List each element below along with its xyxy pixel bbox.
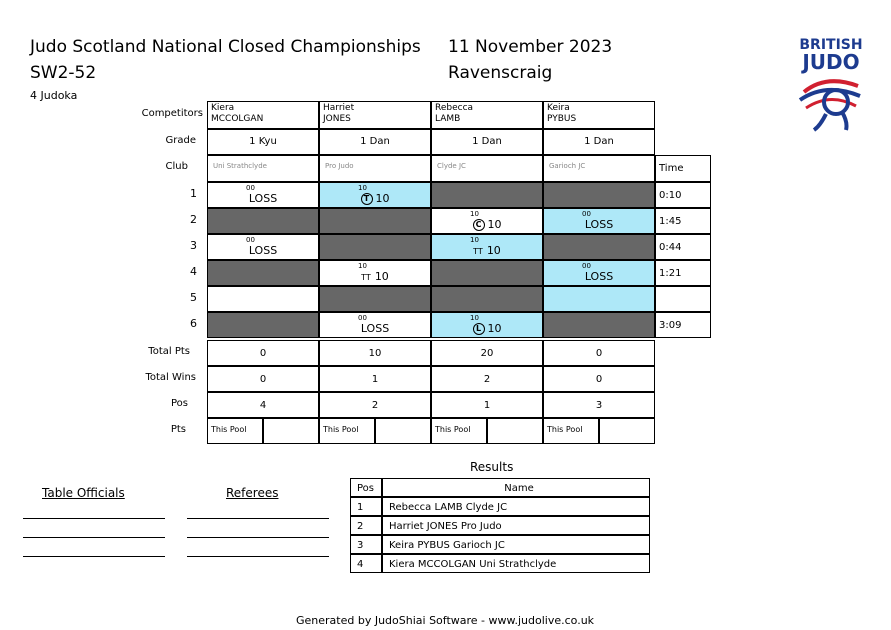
time-header: Time bbox=[659, 163, 684, 174]
competitor-name bbox=[544, 102, 654, 126]
club-name: Pro Judo bbox=[325, 162, 354, 170]
results-pos-text: 1 bbox=[357, 502, 364, 513]
row-label-pos: Pos bbox=[170, 398, 188, 409]
referees-heading: Referees bbox=[226, 486, 279, 500]
total-wins-value: 0 bbox=[595, 374, 603, 385]
grade-value: 1 Dan bbox=[472, 136, 502, 147]
results-name bbox=[382, 497, 650, 516]
british-judo-logo bbox=[796, 38, 866, 136]
club-cell bbox=[319, 155, 431, 182]
competitor-name bbox=[320, 102, 430, 126]
competitor-name-cell bbox=[543, 101, 655, 129]
position-cell bbox=[543, 392, 655, 418]
results-name-header-text: Name bbox=[504, 483, 534, 494]
club-cell bbox=[207, 155, 319, 182]
category-label: SW2-52 bbox=[30, 63, 97, 83]
total-wins-cell bbox=[543, 366, 655, 392]
this-pool-label: This Pool bbox=[323, 425, 359, 434]
this-pool-label: This Pool bbox=[211, 425, 247, 434]
results-pos-text: 3 bbox=[357, 540, 364, 551]
match-result-cell bbox=[319, 182, 431, 208]
competitor-first-name: Keira bbox=[547, 103, 570, 113]
pool-points-cell bbox=[375, 418, 431, 444]
competitor-name bbox=[432, 102, 542, 126]
score-code: 10 bbox=[470, 236, 479, 244]
technique-mark: TT bbox=[361, 273, 371, 282]
results-pos bbox=[350, 497, 382, 516]
result-value: LOSS bbox=[584, 218, 614, 231]
match-result-cell bbox=[431, 312, 543, 338]
total-wins-value: 2 bbox=[483, 374, 491, 385]
results-pos-text: 2 bbox=[357, 521, 364, 532]
this-pool-label: This Pool bbox=[547, 425, 583, 434]
row-label-competitors: Competitors bbox=[141, 108, 203, 119]
score-code: 00 bbox=[582, 210, 591, 218]
total-points-cell bbox=[207, 340, 319, 366]
row-label-total-pts: Total Pts bbox=[148, 346, 190, 357]
total-wins-cell bbox=[207, 366, 319, 392]
match-number: 6 bbox=[190, 317, 197, 330]
grade-cell bbox=[543, 129, 655, 155]
logo-line1: BRITISH bbox=[799, 37, 863, 53]
technique-mark: TT bbox=[473, 247, 483, 256]
pool-points-cell bbox=[263, 418, 319, 444]
match-result-cell bbox=[431, 182, 543, 208]
match-result-cell bbox=[207, 260, 319, 286]
result-value: LOSS bbox=[360, 322, 390, 335]
signature-line bbox=[187, 518, 329, 519]
results-name-text: Rebecca LAMB Clyde JC bbox=[389, 502, 508, 513]
pool-points-cell bbox=[487, 418, 543, 444]
competitor-first-name: Kiera bbox=[211, 103, 235, 113]
signature-line bbox=[23, 537, 165, 538]
row-label-total-wins: Total Wins bbox=[145, 372, 196, 383]
score-code: 00 bbox=[582, 262, 591, 270]
total-wins-value: 0 bbox=[259, 374, 267, 385]
score-code: 10 bbox=[470, 210, 479, 218]
penalty-circle-icon: C bbox=[473, 219, 485, 231]
pool-points-cell bbox=[599, 418, 655, 444]
match-result-cell bbox=[543, 286, 655, 312]
match-result-cell bbox=[319, 234, 431, 260]
grade-value: 1 Dan bbox=[360, 136, 390, 147]
match-number: 3 bbox=[190, 239, 197, 252]
table-officials-heading: Table Officials bbox=[42, 486, 125, 500]
match-time-cell bbox=[655, 260, 711, 286]
footer-credit: Generated by JudoShiai Software - www.judolive.co.uk bbox=[296, 614, 595, 627]
match-time-cell bbox=[655, 312, 711, 338]
match-outcome bbox=[320, 192, 430, 205]
position-value: 3 bbox=[595, 400, 603, 411]
match-result-cell bbox=[543, 234, 655, 260]
match-outcome bbox=[208, 244, 318, 257]
match-number: 2 bbox=[190, 213, 197, 226]
match-result-cell bbox=[207, 286, 319, 312]
results-name-header bbox=[382, 478, 650, 497]
score-code: 00 bbox=[358, 314, 367, 322]
penalty-circle-icon: L bbox=[473, 323, 485, 335]
competitor-last-name: MCCOLGAN bbox=[211, 114, 264, 124]
grade-value: 1 Kyu bbox=[249, 136, 277, 147]
match-time: 0:10 bbox=[659, 190, 682, 201]
result-value: LOSS bbox=[248, 192, 278, 205]
results-name bbox=[382, 516, 650, 535]
results-name bbox=[382, 535, 650, 554]
match-time-cell bbox=[655, 208, 711, 234]
match-result-cell bbox=[207, 312, 319, 338]
match-time: 1:45 bbox=[659, 216, 682, 227]
competitor-first-name: Rebecca bbox=[435, 103, 474, 113]
results-pos-header bbox=[350, 478, 382, 497]
match-result-cell bbox=[431, 234, 543, 260]
match-time: 1:21 bbox=[659, 268, 682, 279]
grade-cell bbox=[431, 129, 543, 155]
match-number: 5 bbox=[190, 291, 197, 304]
match-number: 4 bbox=[190, 265, 197, 278]
penalty-circle-icon: T bbox=[361, 193, 373, 205]
result-value: 10 bbox=[487, 322, 502, 335]
this-pool-cell bbox=[207, 418, 263, 444]
match-outcome bbox=[320, 270, 430, 283]
results-pos-text: 4 bbox=[357, 559, 364, 570]
result-value: LOSS bbox=[248, 244, 278, 257]
club-cell bbox=[543, 155, 655, 182]
signature-line bbox=[23, 556, 165, 557]
match-outcome bbox=[320, 322, 430, 335]
grade-cell bbox=[207, 129, 319, 155]
result-value: 10 bbox=[487, 218, 502, 231]
signature-line bbox=[187, 556, 329, 557]
results-pos bbox=[350, 516, 382, 535]
club-name: Uni Strathclyde bbox=[213, 162, 267, 170]
match-result-cell bbox=[543, 208, 655, 234]
result-value: 10 bbox=[375, 192, 390, 205]
total-wins-cell bbox=[319, 366, 431, 392]
match-time: 0:44 bbox=[659, 242, 682, 253]
position-value: 1 bbox=[483, 400, 491, 411]
grade-value: 1 Dan bbox=[584, 136, 614, 147]
total-points-value: 0 bbox=[259, 348, 267, 359]
results-pos bbox=[350, 554, 382, 573]
this-pool-cell bbox=[431, 418, 487, 444]
match-outcome bbox=[544, 218, 654, 231]
results-name bbox=[382, 554, 650, 573]
club-name: Garioch JC bbox=[549, 162, 586, 170]
total-points-cell bbox=[543, 340, 655, 366]
match-outcome bbox=[208, 192, 318, 205]
position-cell bbox=[207, 392, 319, 418]
match-number: 1 bbox=[190, 187, 197, 200]
competitor-name-cell bbox=[431, 101, 543, 129]
competitor-last-name: JONES bbox=[323, 114, 351, 124]
results-title: Results bbox=[470, 460, 514, 474]
position-value: 4 bbox=[259, 400, 267, 411]
event-venue: Ravenscraig bbox=[448, 63, 553, 83]
match-time: 3:09 bbox=[659, 320, 682, 331]
logo-line2: JUDO bbox=[802, 50, 860, 74]
signature-line bbox=[23, 518, 165, 519]
total-points-cell bbox=[431, 340, 543, 366]
results-pos bbox=[350, 535, 382, 554]
match-outcome bbox=[544, 270, 654, 283]
competitor-name bbox=[208, 102, 318, 126]
grade-cell bbox=[319, 129, 431, 155]
row-label-club: Club bbox=[165, 161, 188, 172]
result-value: LOSS bbox=[584, 270, 614, 283]
competitor-name-cell bbox=[319, 101, 431, 129]
position-cell bbox=[319, 392, 431, 418]
judoka-emblem-icon bbox=[796, 72, 866, 132]
results-name-text: Keira PYBUS Garioch JC bbox=[389, 540, 505, 551]
this-pool-cell bbox=[319, 418, 375, 444]
match-result-cell bbox=[207, 208, 319, 234]
match-time-cell bbox=[655, 286, 711, 312]
match-result-cell bbox=[543, 312, 655, 338]
match-result-cell bbox=[543, 260, 655, 286]
score-code: 10 bbox=[358, 262, 367, 270]
results-pos-header-text: Pos bbox=[357, 483, 375, 494]
match-result-cell bbox=[319, 286, 431, 312]
total-points-value: 0 bbox=[595, 348, 603, 359]
result-value: 10 bbox=[374, 270, 389, 283]
score-code: 10 bbox=[358, 184, 367, 192]
match-time-cell bbox=[655, 182, 711, 208]
total-points-cell bbox=[319, 340, 431, 366]
this-pool-cell bbox=[543, 418, 599, 444]
match-result-cell bbox=[207, 182, 319, 208]
time-header-cell bbox=[655, 155, 711, 182]
total-wins-value: 1 bbox=[371, 374, 379, 385]
match-result-cell bbox=[431, 208, 543, 234]
total-points-value: 10 bbox=[368, 348, 382, 359]
competitor-last-name: LAMB bbox=[435, 114, 461, 124]
match-result-cell bbox=[319, 208, 431, 234]
match-result-cell bbox=[319, 312, 431, 338]
match-result-cell bbox=[319, 260, 431, 286]
club-cell bbox=[431, 155, 543, 182]
match-outcome bbox=[432, 244, 542, 257]
score-code: 00 bbox=[246, 236, 255, 244]
event-date: 11 November 2023 bbox=[448, 37, 613, 57]
match-result-cell bbox=[431, 260, 543, 286]
result-value: 10 bbox=[486, 244, 501, 257]
signature-line bbox=[187, 537, 329, 538]
row-label-pts: Pts bbox=[170, 424, 186, 435]
competitor-count: 4 Judoka bbox=[30, 89, 78, 102]
position-cell bbox=[431, 392, 543, 418]
score-code: 10 bbox=[470, 314, 479, 322]
match-outcome bbox=[432, 322, 542, 335]
row-label-grade: Grade bbox=[165, 135, 196, 146]
results-name-text: Kiera MCCOLGAN Uni Strathclyde bbox=[389, 559, 557, 570]
match-result-cell bbox=[207, 234, 319, 260]
this-pool-label: This Pool bbox=[435, 425, 471, 434]
club-name: Clyde JC bbox=[437, 162, 466, 170]
position-value: 2 bbox=[371, 400, 379, 411]
competitor-name-cell bbox=[207, 101, 319, 129]
competitor-last-name: PYBUS bbox=[547, 114, 577, 124]
competitor-first-name: Harriet bbox=[323, 103, 355, 113]
page-title: Judo Scotland National Closed Championships bbox=[30, 37, 421, 57]
match-result-cell bbox=[431, 286, 543, 312]
total-wins-cell bbox=[431, 366, 543, 392]
match-outcome bbox=[432, 218, 542, 231]
results-name-text: Harriet JONES Pro Judo bbox=[389, 521, 502, 532]
score-code: 00 bbox=[246, 184, 255, 192]
match-time-cell bbox=[655, 234, 711, 260]
match-result-cell bbox=[543, 182, 655, 208]
total-points-value: 20 bbox=[480, 348, 494, 359]
